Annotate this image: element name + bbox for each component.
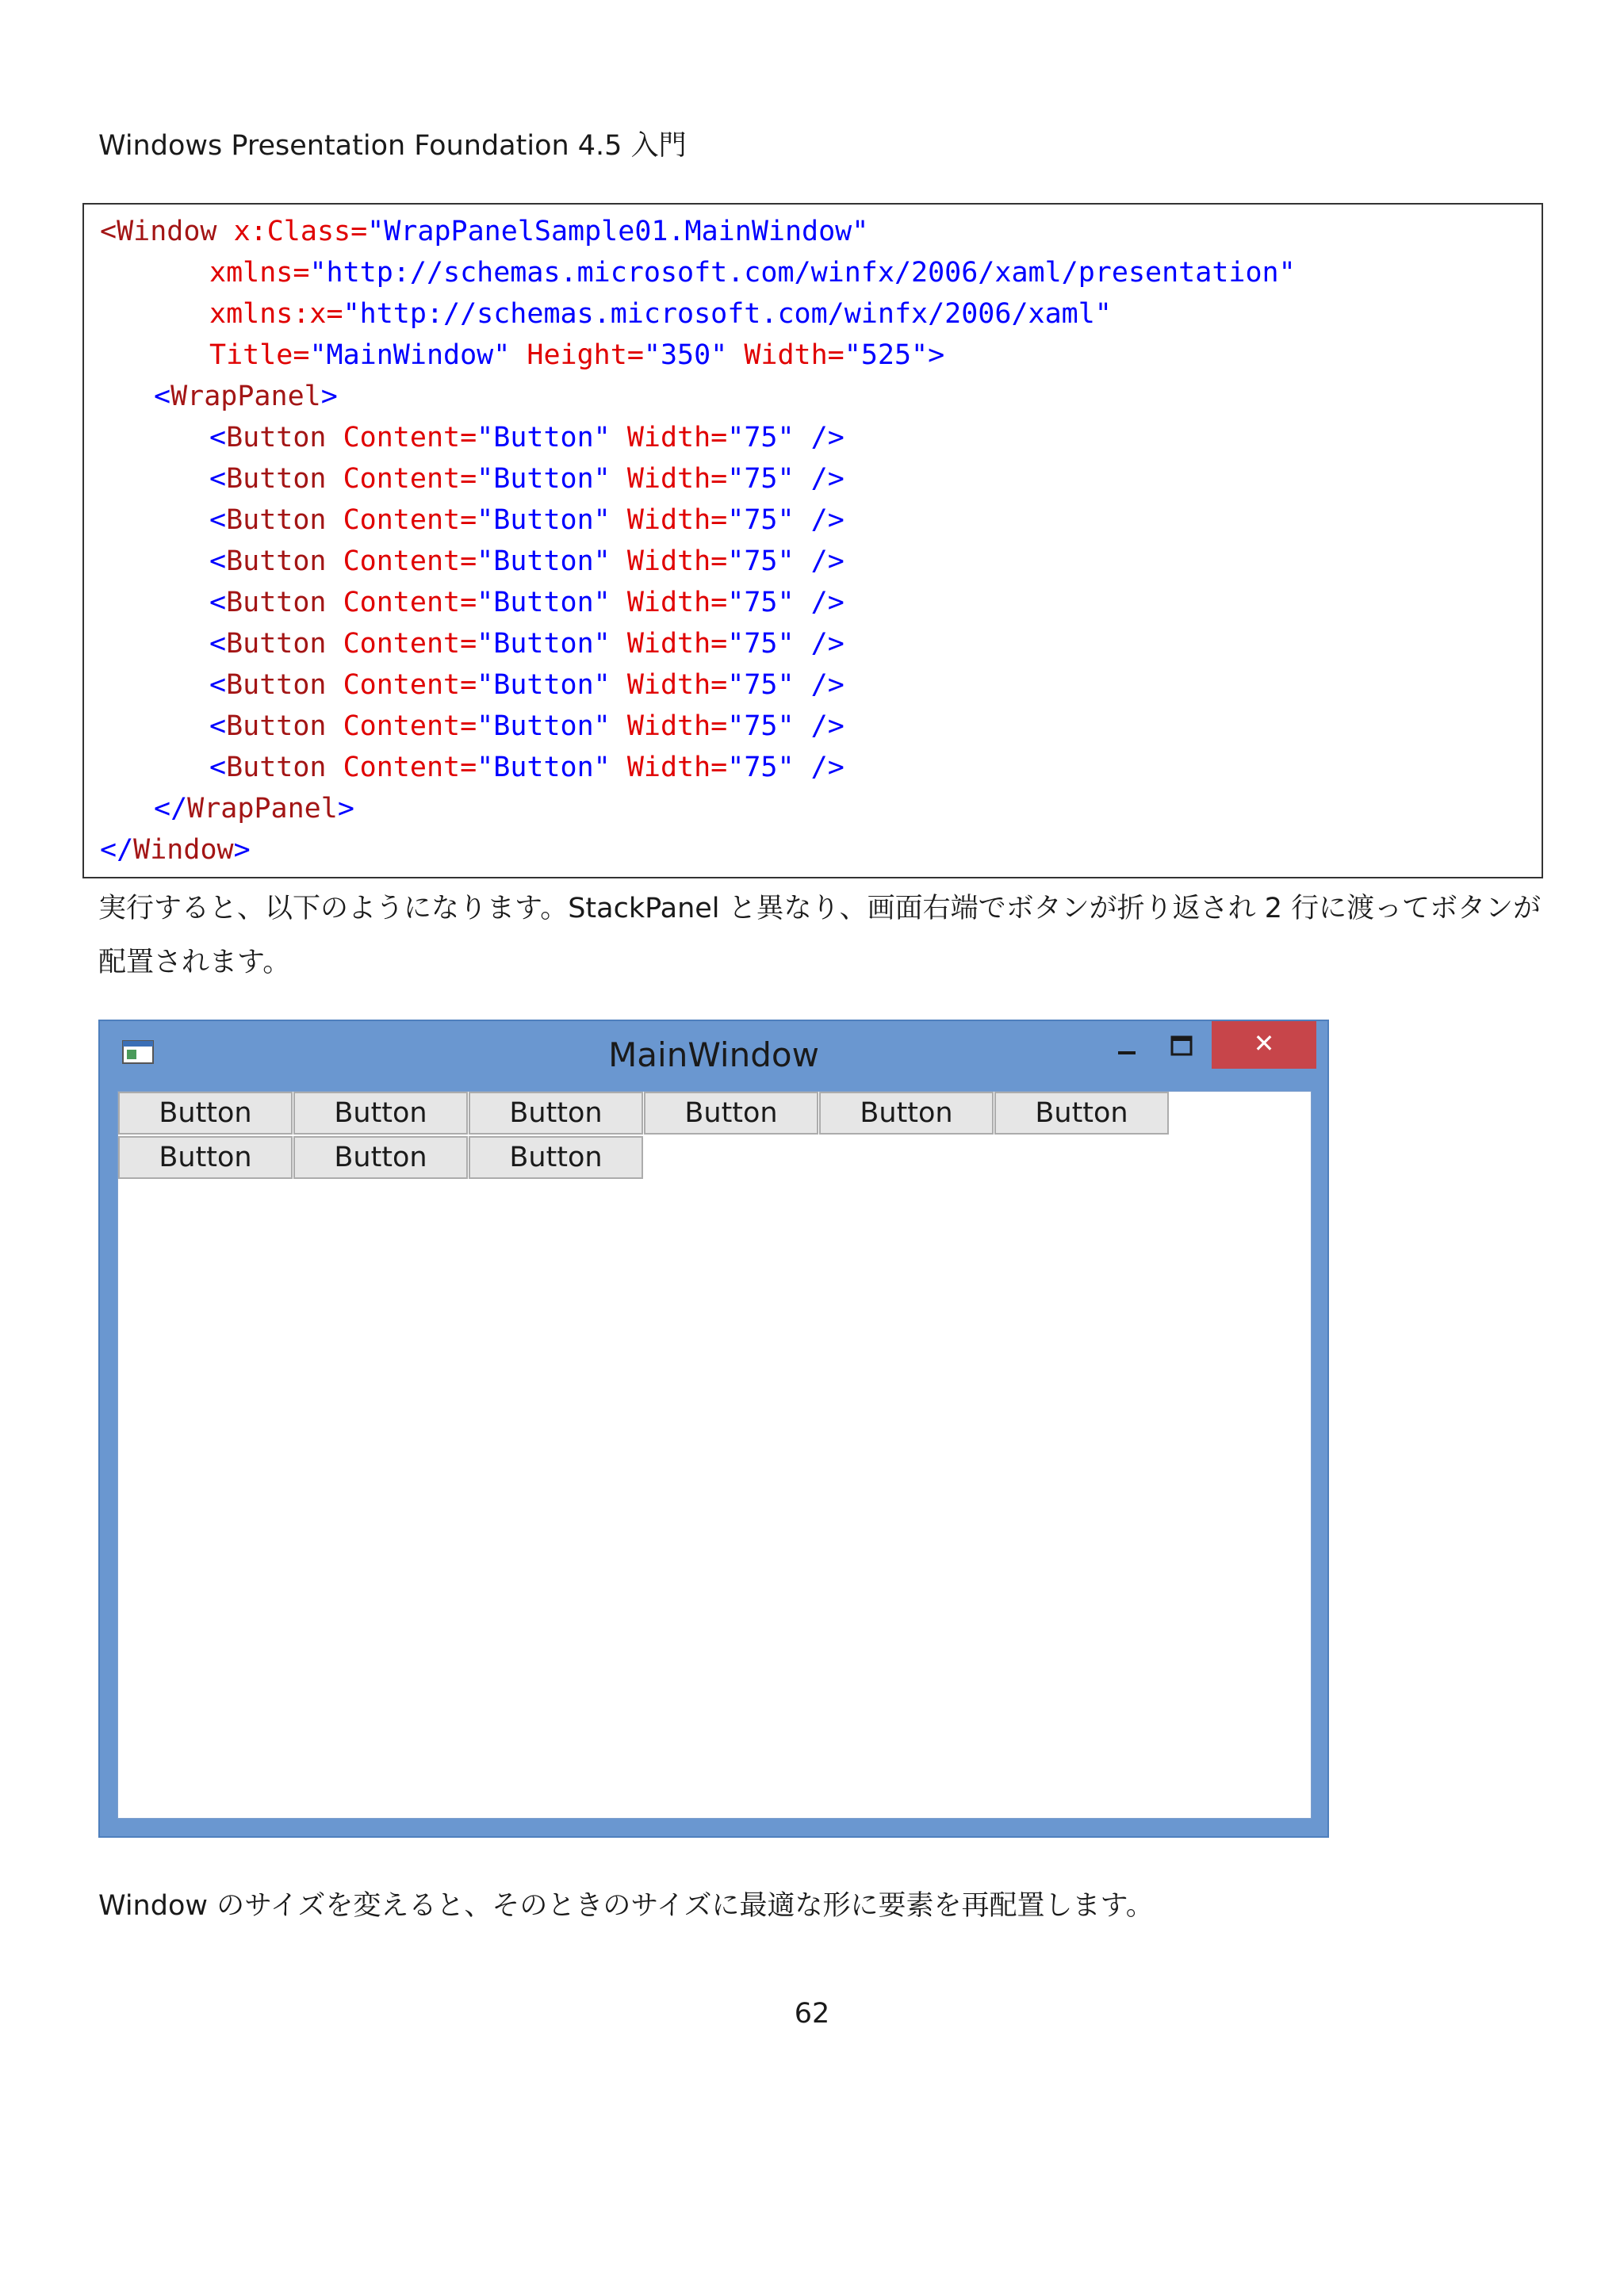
code-line-button: <Button Content="Button" Width="75" /> [209,710,845,742]
window-title: MainWindow [608,1035,819,1074]
window-client-area [117,1091,1312,1819]
wrap-button-1[interactable]: Button [118,1092,293,1135]
description-paragraph-3: Window のサイズを変えると、そのときのサイズに最適な形に要素を再配置します。 [98,1890,1154,1922]
code-line-window-open: <Window x:Class="WrapPanelSample01.MainWindow" [100,216,869,247]
code-line-window-close: </Window> [100,834,251,866]
code-line-button: <Button Content="Button" Width="75" /> [209,752,845,783]
code-line-button: <Button Content="Button" Width="75" /> [209,587,845,618]
minimize-icon[interactable] [1104,1027,1148,1067]
main-window-screenshot [98,1020,1329,1838]
wrap-button-4[interactable]: Button [644,1092,818,1135]
description-paragraph-1: 実行すると、以下のようになります。StackPanel と異なり、画面右端でボタンが折り返され 2 行に渡ってボタンが [98,893,1542,924]
code-line-button: <Button Content="Button" Width="75" /> [209,628,845,660]
close-icon: ✕ [1253,1028,1275,1058]
wrap-button-7[interactable]: Button [118,1136,293,1179]
code-block [82,203,1543,878]
code-line-wrappanel-open: <WrapPanel> [154,381,338,412]
wrap-button-6[interactable]: Button [994,1092,1169,1135]
wrap-button-5[interactable]: Button [819,1092,994,1135]
wrap-button-3[interactable]: Button [469,1092,643,1135]
wrap-button-2[interactable]: Button [293,1092,468,1135]
code-line-xmlns-x: xmlns:x="http://schemas.microsoft.com/winfx/2006/xaml" [209,298,1112,330]
wrap-button-8[interactable]: Button [293,1136,468,1179]
code-line-button: <Button Content="Button" Width="75" /> [209,545,845,577]
code-line-xmlns: xmlns="http://schemas.microsoft.com/winfx/2006/xaml/presentation" [209,257,1296,289]
description-paragraph-2: 配置されます。 [98,947,291,978]
close-button[interactable] [1212,1021,1316,1069]
maximize-icon[interactable] [1159,1027,1204,1067]
code-line-title: Title="MainWindow" Height="350" Width="525"> [209,339,945,371]
code-line-button: <Button Content="Button" Width="75" /> [209,422,845,453]
code-line-wrappanel-close: </WrapPanel> [154,793,354,825]
code-line-button: <Button Content="Button" Width="75" /> [209,463,845,495]
page-number: 62 [794,1998,830,2030]
page-header: Windows Presentation Foundation 4.5 入門 [98,130,687,162]
code-line-button: <Button Content="Button" Width="75" /> [209,669,845,701]
code-line-button: <Button Content="Button" Width="75" /> [209,504,845,536]
wrap-button-9[interactable]: Button [469,1136,643,1179]
